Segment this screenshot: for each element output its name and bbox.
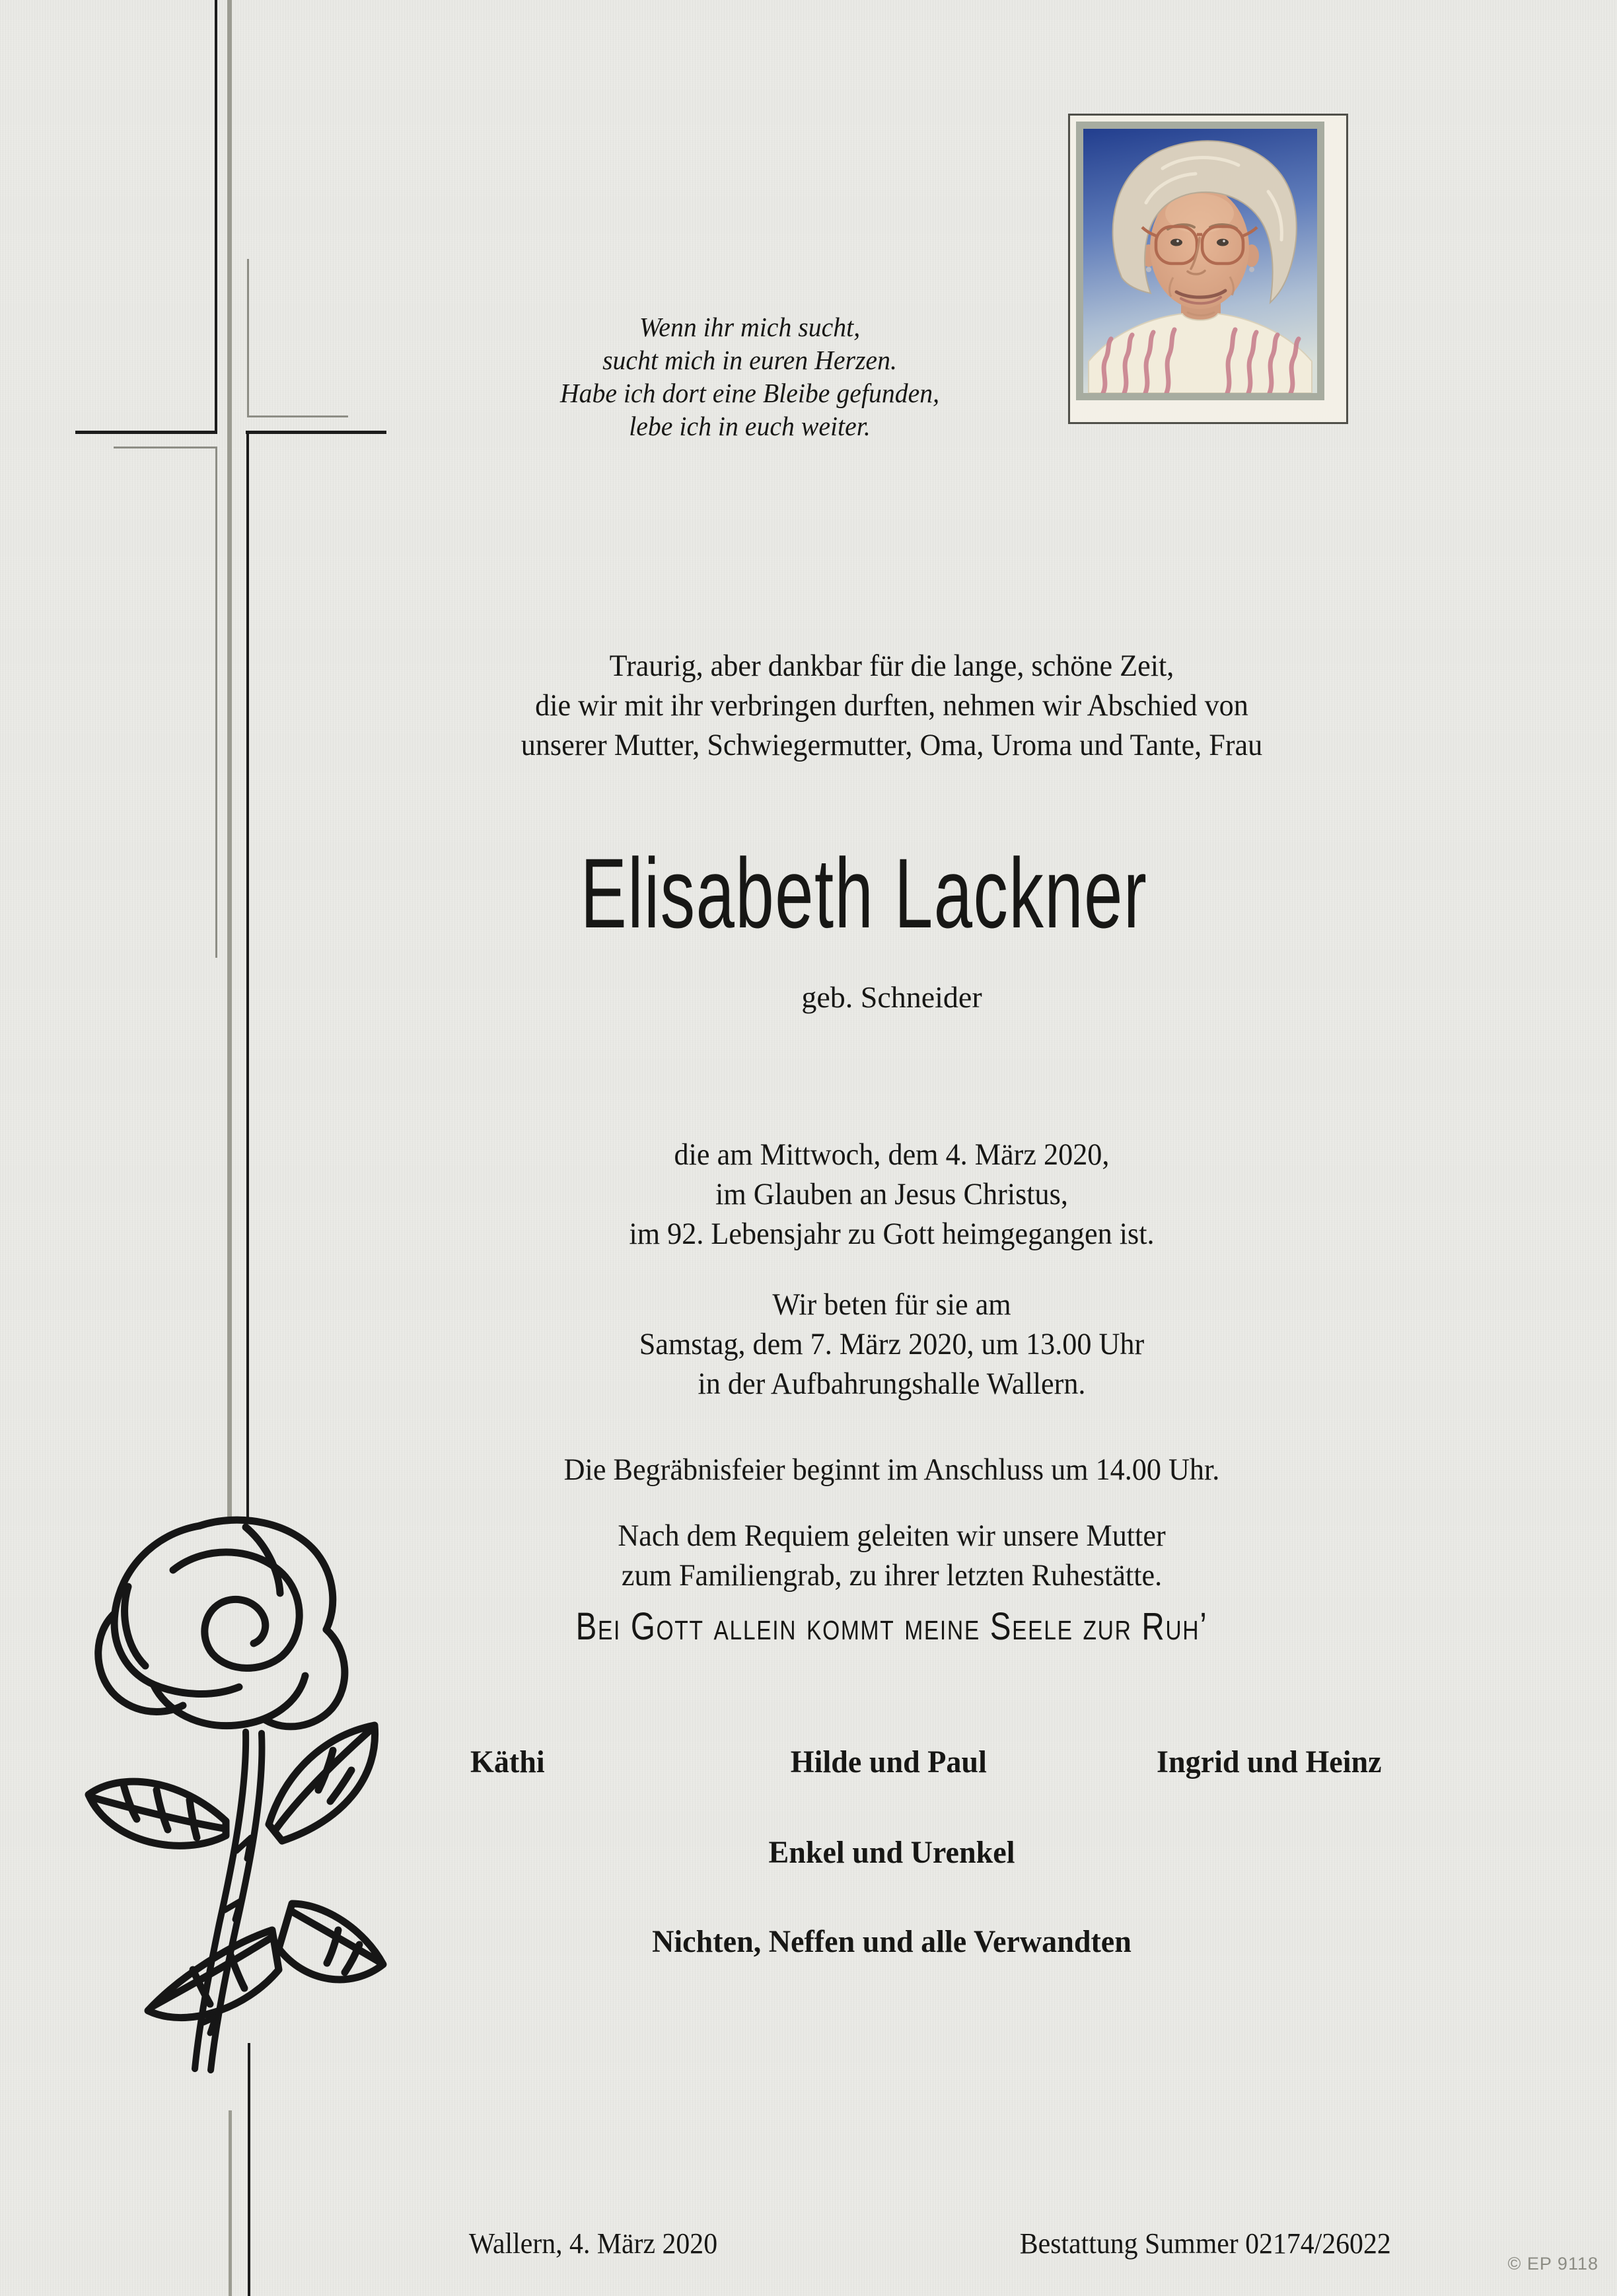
intro-line: Traurig, aber dankbar für die lange, schöne Zeit, bbox=[609, 649, 1174, 683]
mourner-name bbox=[1079, 1742, 1460, 1782]
cross-line-vertical-gray-left bbox=[215, 447, 217, 958]
prayer-line: Samstag, dem 7. März 2020, um 13.00 Uhr bbox=[639, 1327, 1145, 1361]
poem-line: Habe ich dort eine Bleibe gefunden, bbox=[559, 378, 940, 408]
cross-line-band-gray-below-rose bbox=[229, 2110, 232, 2296]
requiem-line: Nach dem Requiem geleiten wir unsere Mutter bbox=[618, 1519, 1166, 1553]
print-code: © EP 9118 bbox=[1507, 2254, 1599, 2274]
prayer-line: in der Aufbahrungshalle Wallern. bbox=[698, 1367, 1086, 1401]
motto-block bbox=[304, 1604, 1480, 1650]
requiem-line: zum Familiengrab, zu ihrer letzten Ruhestätte. bbox=[621, 1558, 1163, 1593]
intro-line: die wir mit ihr verbringen durften, nehmen wir Abschied von bbox=[535, 688, 1248, 723]
cross-line-arm-black-left bbox=[75, 431, 217, 434]
mourner-name bbox=[698, 1742, 1079, 1782]
cross-line-vertical-gray-right bbox=[247, 259, 249, 417]
poem-block bbox=[304, 310, 1196, 443]
maiden-name: geb. Schneider bbox=[801, 980, 982, 1014]
footer bbox=[462, 2226, 1401, 2262]
footer-funeral-home: Bestattung Summer 02174/26022 bbox=[1020, 2227, 1392, 2260]
cross-line-vertical-black-below-rose bbox=[248, 2043, 250, 2296]
footer-place-date: Wallern, 4. März 2020 bbox=[468, 2227, 718, 2260]
death-details-block bbox=[304, 1135, 1480, 1254]
mourners-row bbox=[317, 1742, 1460, 1782]
death-details-line: die am Mittwoch, dem 4. März 2020, bbox=[674, 1137, 1110, 1172]
mourners-line2-block bbox=[304, 1833, 1480, 1873]
poem-line: lebe ich in euch weiter. bbox=[629, 411, 871, 441]
intro-line: unserer Mutter, Schwiegermutter, Oma, Uroma und Tante, Frau bbox=[521, 728, 1263, 762]
poem-line: Wenn ihr mich sucht, bbox=[639, 312, 861, 342]
cross-line-band-gray bbox=[227, 0, 232, 1519]
prayer-block bbox=[304, 1285, 1480, 1404]
mourners-relatives: Nichten, Neffen und alle Verwandten bbox=[652, 1924, 1132, 1959]
mourner-kaethi: Käthi bbox=[470, 1744, 545, 1779]
mourner-ingrid-heinz: Ingrid und Heinz bbox=[1157, 1744, 1382, 1779]
deceased-name-block bbox=[304, 838, 1480, 949]
funeral-block bbox=[304, 1450, 1480, 1489]
motto-text: Bei Gott allein kommt meine Seele zur Ruh’ bbox=[575, 1605, 1208, 1648]
maiden-name-block bbox=[304, 979, 1480, 1016]
cross-line-vertical-black-top bbox=[215, 0, 217, 433]
mourner-hilde-paul: Hilde und Paul bbox=[790, 1744, 987, 1779]
deceased-name: Elisabeth Lackner bbox=[580, 838, 1148, 949]
prayer-line: Wir beten für sie am bbox=[772, 1287, 1011, 1322]
death-details-line: im 92. Lebensjahr zu Gott heimgegangen ist. bbox=[629, 1217, 1155, 1251]
requiem-block bbox=[304, 1516, 1480, 1595]
mourners-line3-block bbox=[304, 1922, 1480, 1962]
cross-line-vertical-black-bottom bbox=[246, 431, 249, 1519]
poem-line: sucht mich in euren Herzen. bbox=[602, 345, 897, 375]
death-details-line: im Glauben an Jesus Christus, bbox=[715, 1177, 1068, 1211]
funeral-line: Die Begräbnisfeier beginnt im Anschluss um 14.00 Uhr. bbox=[563, 1453, 1220, 1487]
cross-line-arm-gray-left bbox=[114, 447, 217, 448]
intro-block bbox=[304, 646, 1480, 765]
rose-icon bbox=[74, 1507, 391, 2077]
mourners-grandchildren: Enkel und Urenkel bbox=[768, 1835, 1015, 1870]
